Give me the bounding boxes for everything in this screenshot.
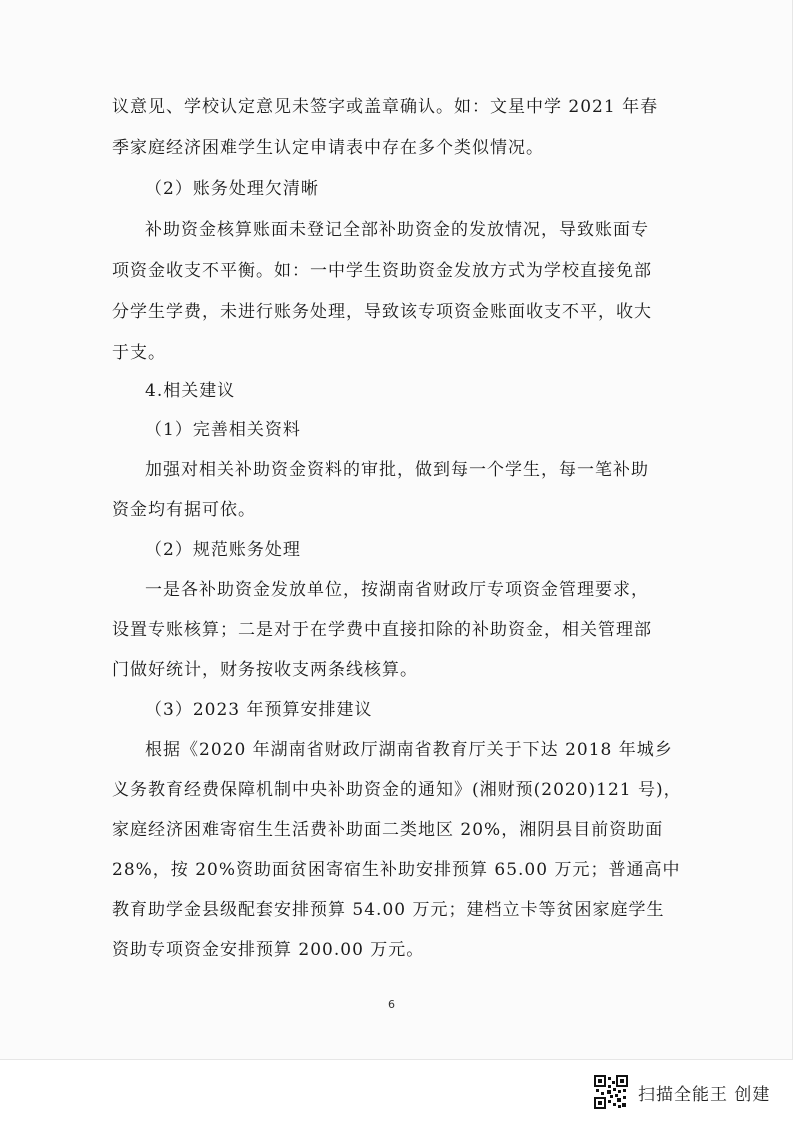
body-line: 义务教育经费保障机制中央补助资金的通知》(湘财预(2020)121 号)， — [112, 780, 682, 800]
scanner-watermark — [594, 1072, 770, 1112]
body-line: 家庭经济困难寄宿生生活费补助面二类地区 20%，湘阴县目前资助面 — [112, 820, 664, 840]
body-line: 28%，按 20%资助面贫困寄宿生补助安排预算 65.00 万元；普通高中 — [112, 860, 681, 880]
body-line: 项资金收支不平衡。如：一中学生资助资金发放方式为学校直接免部 — [112, 261, 652, 281]
body-line: 分学生学费，未进行账务处理，导致该专项资金账面收支不平，收大 — [112, 302, 652, 322]
section-heading: （2）规范账务处理 — [145, 540, 301, 560]
body-line: 补助资金核算账面未登记全部补助资金的发放情况，导致账面专 — [145, 220, 649, 240]
page-number: 6 — [388, 998, 395, 1011]
body-line: 资助专项资金安排预算 200.00 万元。 — [112, 940, 425, 960]
watermark-label: 扫描全能王 创建 — [638, 1084, 771, 1105]
body-line: 于支。 — [112, 343, 166, 363]
body-line: 门做好统计，财务按收支两条线核算。 — [112, 660, 418, 680]
body-line: 加强对相关补助资金资料的审批，做到每一个学生，每一笔补助 — [145, 460, 649, 480]
section-heading: （3）2023 年预算安排建议 — [145, 700, 373, 720]
section-heading: （1）完善相关资料 — [145, 420, 301, 440]
body-line: 资金均有据可依。 — [112, 500, 256, 520]
body-line: 一是各补助资金发放单位，按湖南省财政厅专项资金管理要求， — [145, 580, 649, 600]
body-line: 根据《2020 年湖南省财政厅湖南省教育厅关于下达 2018 年城乡 — [145, 740, 673, 760]
qr-code-icon — [594, 1075, 628, 1109]
body-line: 季家庭经济困难学生认定申请表中存在多个类似情况。 — [112, 138, 544, 158]
body-line: 设置专账核算；二是对于在学费中直接扣除的补助资金，相关管理部 — [112, 620, 652, 640]
section-heading: 4.相关建议 — [145, 381, 236, 401]
body-line: 议意见、学校认定意见未签字或盖章确认。如：文星中学 2021 年春 — [112, 97, 659, 117]
section-heading: （2）账务处理欠清晰 — [145, 179, 319, 199]
body-line: 教育助学金县级配套安排预算 54.00 万元；建档立卡等贫困家庭学生 — [112, 900, 665, 920]
